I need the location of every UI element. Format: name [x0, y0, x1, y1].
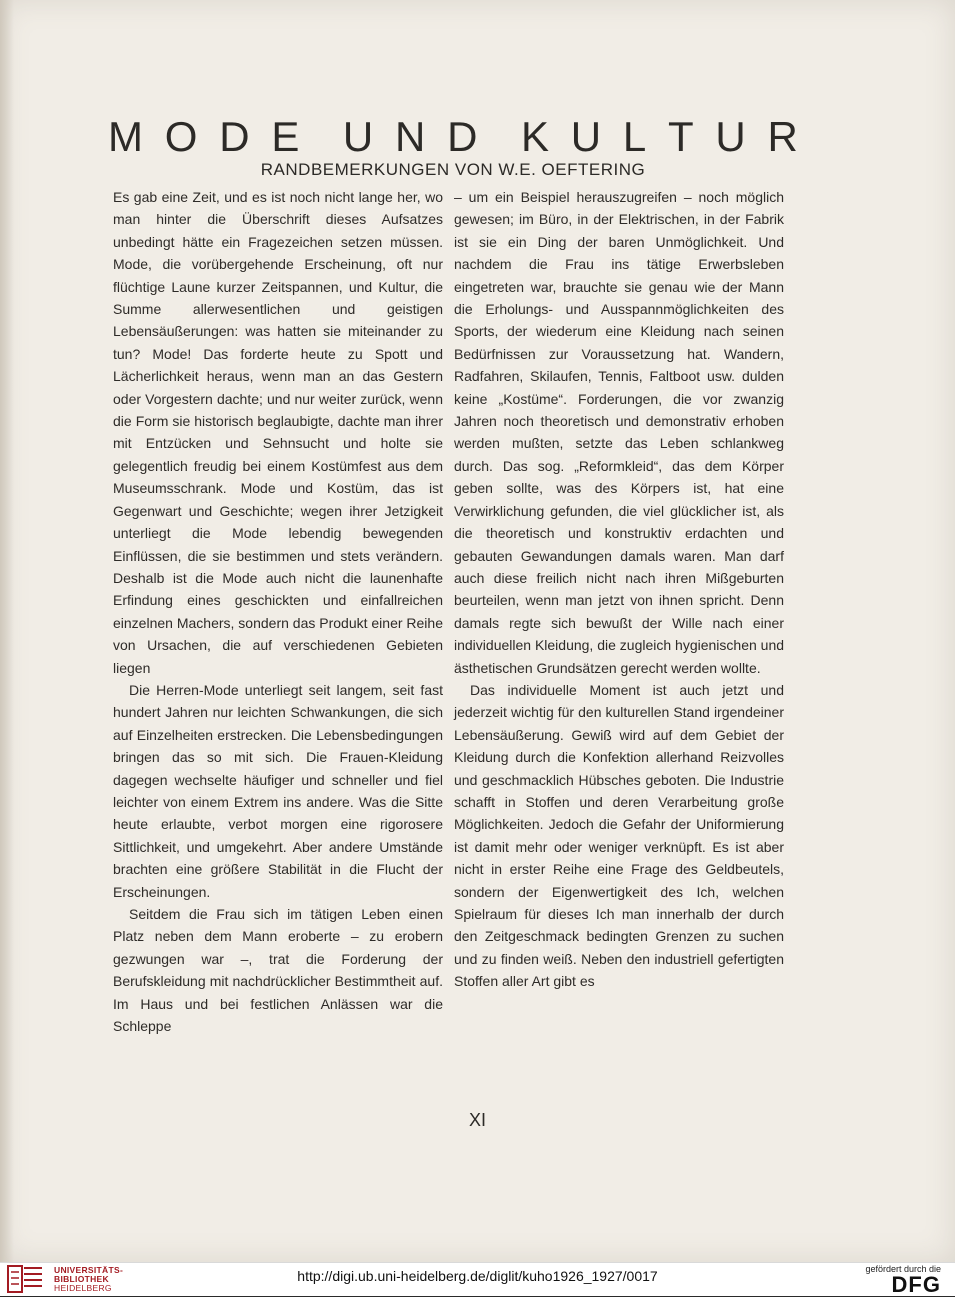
funding-caption: gefördert durch die	[865, 1264, 941, 1274]
title-letter: L	[622, 113, 647, 160]
title-letter: D	[447, 113, 478, 160]
dfg-logo[interactable]: DFG	[891, 1272, 941, 1297]
article-title	[108, 112, 798, 162]
title-letter: M	[108, 113, 143, 160]
title-letter: E	[271, 113, 300, 160]
paragraph: Es gab eine Zeit, und es ist noch nicht lange her, wo man hinter die Überschrift dieses Aufsatzes unbedingt hätte ein Fragezeichen setzen müssen. Mode, die vorübergehende Erscheinung, oft nur flüchtige Laune kurzer Zeitspannen, und Kultur, die Summe allerwesentlichen und geistigen Lebensäußerungen: was hatten sie miteinander zu tun? Mode! Das forderte heute zu Spott und Lächerlichkeit heraus, wenn man an das Gestern oder Vorgestern dachte; und nur weiter zurück, wenn die Form sie historisch beglaubigte, dachte man ihrer mit Entzücken und Sehnsucht und holte sie gelegentlich freudig bei einem Kostümfest aus dem Museumsschrank. Mode und Kostüm, das ist Gegenwart und Geschichte; wegen ihrer Jetzigkeit unterliegt die Mode lebendig bewegenden Einflüssen, die sie bestimmen und stets verändern. Deshalb ist die Mode auch nicht die launenhafte Erfindung eines geschickten und einfallreichen einzelnen Machers, sondern das Produkt einer Reihe von Ursachen, die auf verschiedenen Gebieten liegen	[113, 189, 443, 676]
library-name-line: HEIDELBERG	[54, 1283, 112, 1293]
right-column	[454, 186, 784, 993]
article-subtitle: RANDBEMERKUNGEN VON W.E. OEFTERING	[260, 160, 646, 179]
title-letter: D	[219, 113, 250, 160]
title-letter: U	[342, 113, 374, 160]
paragraph: – um ein Beispiel herauszugreifen – noch möglich gewesen; im Büro, in der Elektrischen, in der Fabrik ist sie ein Ding der baren Unmöglichkeit. Und nachdem die Frau ins tätige Erwerbsleben eingetreten war, brauchte sie genau wie der Mann die Erholungs- und Ausspannmöglichkeiten des Sports, der wiederum eine Kleidung nach seinen Bedürfnissen zur Voraussetzung hat. Wandern, Radfahren, Skilaufen, Tennis, Faltboot usw. dulden keine „Kostüme“. Forderungen, die vor zwanzig Jahren noch theoretisch und demonstrativ erhoben werden mußten, setzte das Leben schlankweg durch. Das sog. „Reformkleid“, das dem Körper geben sollte, was des Körpers ist, hat eine Verwirklichung gefunden, die viel glücklicher ist, als die theoretisch und konstruktiv erdachten und gebauten Gewandungen damals waren. Man darf auch diese freilich nicht nach ihren Mißgeburten beurteilen, wenn man jetzt von ihnen spricht. Denn damals regte sich bewußt der Wille nach einer individuellen Kleidung, die zugleich hygienischen und ästhetischen Grundsätzen gerecht werden wollte.	[454, 189, 785, 676]
title-letter: O	[164, 113, 198, 160]
library-name-line: BIBLIOTHEK	[54, 1274, 109, 1284]
paragraph: Das individuelle Moment ist auch jetzt und jederzeit wichtig für den kulturellen Stand irgendeiner Lebensäußerung. Gewiß wird auf dem Gebiet der Kleidung durch die Konfektion allerhand Reizvolles und geschmacklich Hübsches geboten. Die Industrie schafft in Stoffen und deren Verarbeitung große Möglichkeiten. Jedoch die Gefahr der Uniformierung ist damit mehr oder weniger verknüpft. Es ist aber nicht in erster Reihe eine Frage des Geldbeutels, sondern der Eigenwertigkeit des Ich, welchen Spielraum für dieses Ich man innerhalb der durch den Zeitgeschmack bedingten Grenzen zu suchen und zu finden weiß. Neben den industriell gefertigten Stoffen aller Art gibt es	[454, 681, 784, 990]
permalink-url[interactable]: http://digi.ub.uni-heidelberg.de/diglit/kuho1926_1927/0017	[297, 1268, 658, 1284]
footer-divider	[0, 1262, 955, 1263]
title-letter: T	[667, 113, 694, 160]
title-letter: U	[715, 113, 746, 160]
title-letter: K	[520, 113, 549, 160]
library-name-line: UNIVERSITÄTS-	[54, 1265, 124, 1275]
title-letter: U	[570, 113, 602, 160]
page-number: XI	[468, 1110, 486, 1130]
paragraph: Seitdem die Frau sich im tätigen Leben einen Platz neben dem Mann eroberte – zu erobern gezwungen war –, trat die Forderung der Berufskleidung mit nachdrücklicher Bestimmtheit auf. Im Haus und bei festlichen Anlässen war die Schleppe	[113, 906, 443, 1035]
title-letter: R	[767, 113, 798, 160]
title-letter: N	[394, 113, 426, 160]
left-column	[113, 186, 443, 1037]
paragraph: Die Herren-Mode unterliegt seit langem, seit fast hundert Jahren nur leichten Schwankungen, die sich auf Einzelheiten erstrecken. Die Lebensbedingungen bringen das so mit sich. Die Frauen-Kleidung dagegen wechselte häufiger und schneller und fiel leichter von einem Extrem ins andere. Was die Sitte heute erlaubte, verbot morgen eine rigorosere Sittlichkeit, und umgekehrt. Aber andere Umstände brachten eine größere Stabilität in die Flucht der Erscheinungen.	[113, 681, 443, 900]
